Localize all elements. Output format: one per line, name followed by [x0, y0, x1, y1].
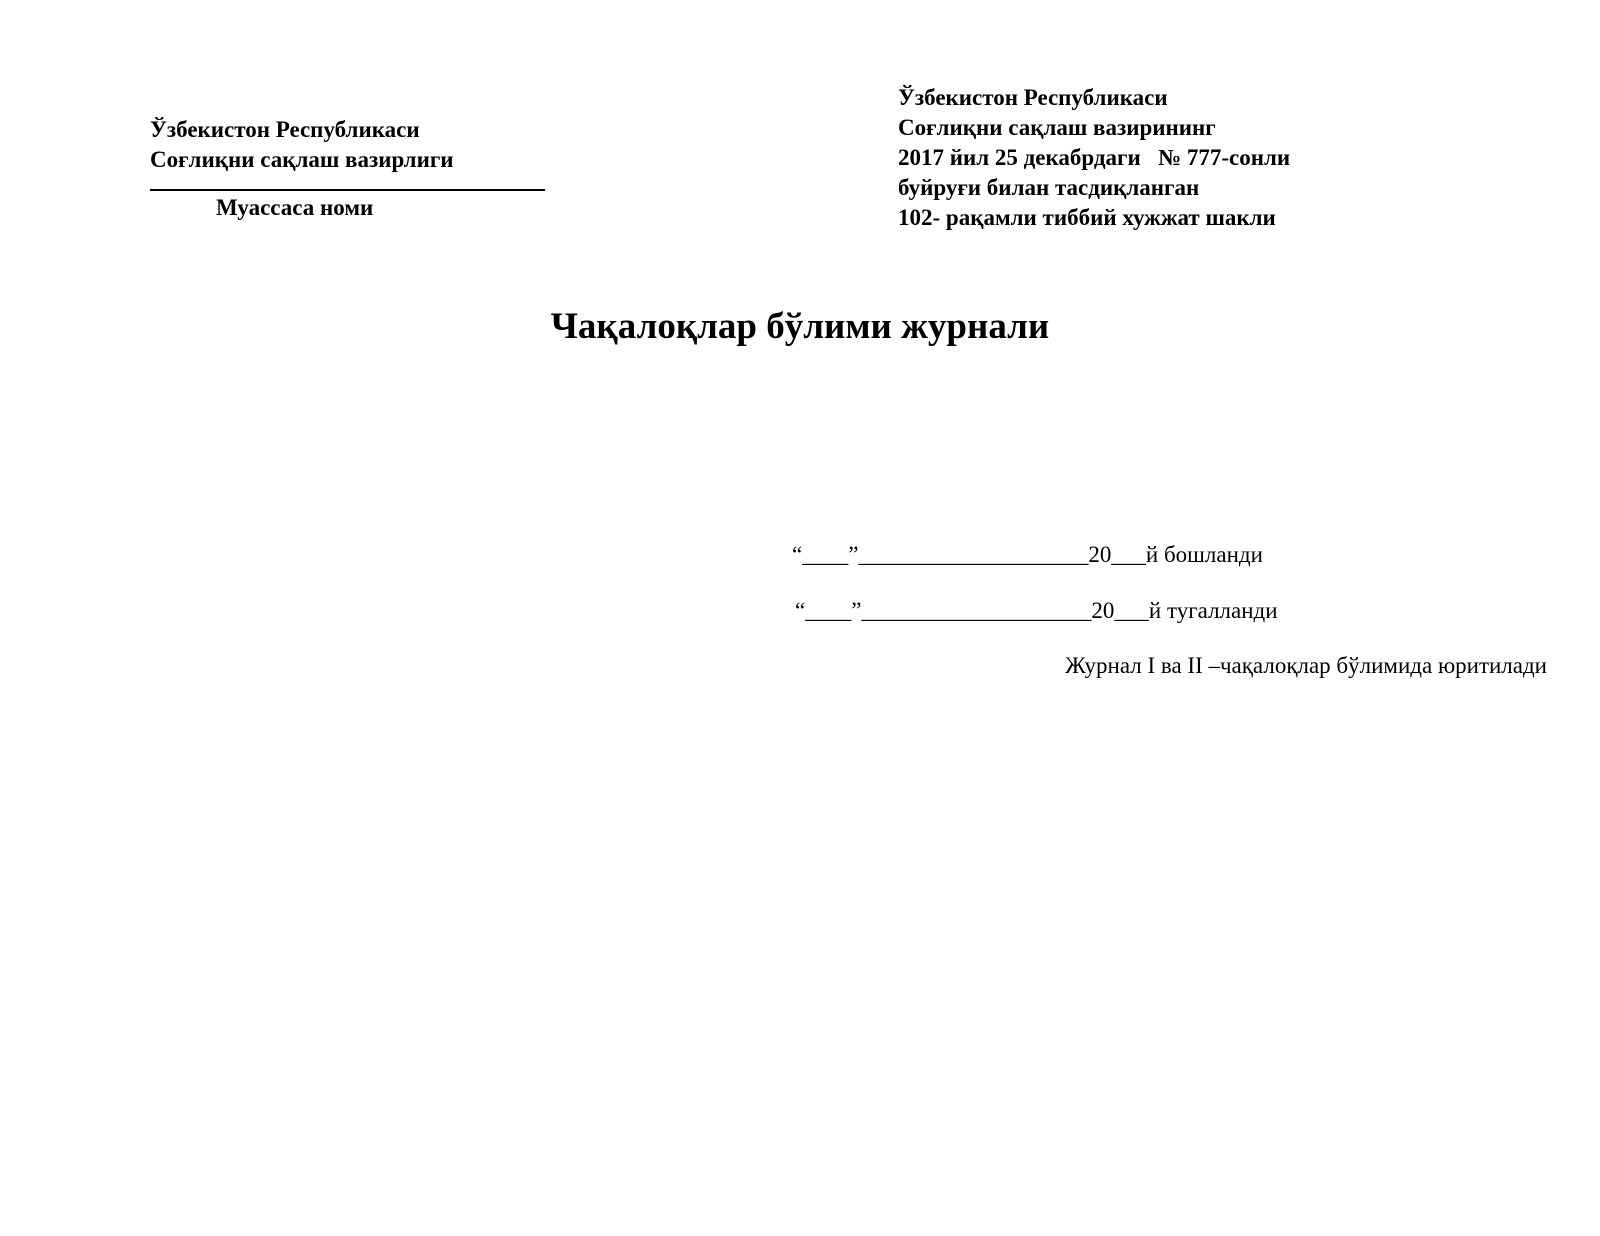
approval-line-form-number: 102- рақамли тиббий хужжат шакли — [898, 205, 1276, 230]
country-name: Ўзбекистон Республикаси — [150, 117, 420, 142]
institution-name-label: Муассаса номи — [216, 195, 374, 220]
approval-line-approved: буйруғи билан тасдиқланган — [898, 175, 1200, 200]
end-date-line: “____”____________________20___й тугалланди — [795, 598, 1278, 623]
institution-name-blank — [150, 175, 545, 191]
ministry-header — [150, 115, 550, 223]
ministry-name: Соғлиқни сақлаш вазирлиги — [150, 147, 454, 172]
approval-line-minister: Соғлиқни сақлаш вазирининг — [898, 115, 1216, 140]
start-date-line: “____”____________________20___й бошланди — [792, 542, 1263, 567]
approval-line-order: 2017 йил 25 декабрдаги № 777-сонли — [898, 145, 1291, 170]
journal-note: Журнал I ва II –чақалоқлар бўлимида юритилади — [1065, 653, 1547, 678]
approval-header — [898, 83, 1518, 233]
approval-line-country: Ўзбекистон Республикаси — [898, 85, 1168, 110]
document-title: Чақалоқлар бўлими журнали — [550, 306, 1050, 347]
